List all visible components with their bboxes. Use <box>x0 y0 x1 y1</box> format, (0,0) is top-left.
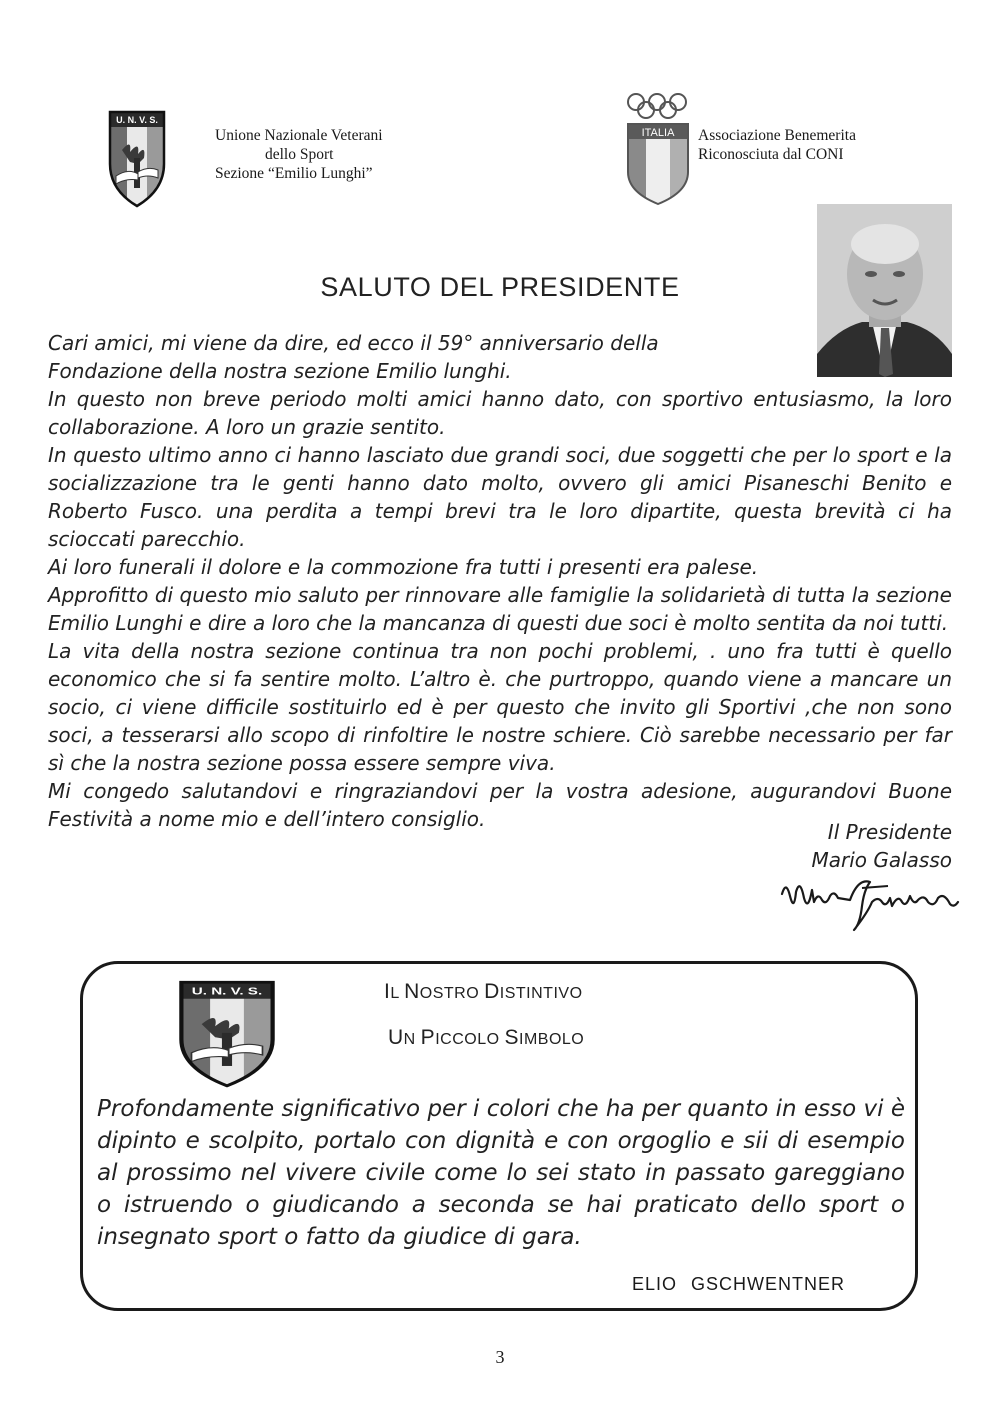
org-left-text <box>215 126 415 183</box>
body-paragraph: In questo ultimo anno ci hanno lasciato due grandi soci, due soggetti che per lo sport e la socializzazione tra le genti hanno dato molto, ovvero gli amici Pisaneschi Benito e Roberto Fusco. una perdita a tempi brevi tra le loro dipartite, questa brevità ci ha scioccati parecchio. <box>48 443 952 551</box>
unvs-logo-box <box>178 980 276 1093</box>
org-right-text <box>698 126 918 164</box>
body-paragraph: In questo non breve periodo molti amici hanno dato, con sportivo entusiasmo, la loro collaborazione. A loro un grazie sentito. <box>48 387 952 439</box>
unvs-logo-box-text: U. N. V. S. <box>191 985 263 997</box>
signature-name: Mario Galasso <box>811 848 952 872</box>
unvs-logo <box>108 110 166 213</box>
box-title-2: UN PICCOLO SIMBOLO <box>388 1026 585 1049</box>
handwritten-signature <box>778 872 960 939</box>
signature-role: Il Presidente <box>827 820 952 844</box>
body-paragraph: Approfitto di questo mio saluto per rinnovare alle famiglie la solidarietà di tutta la sezione Emilio Lunghi e dire a loro che la mancanza di questi due soci è molto sentita da noi tutti. <box>48 583 952 635</box>
coni-logo <box>624 92 692 211</box>
org-left-line1: Unione Nazionale Veterani <box>215 127 383 144</box>
org-left-line3: Sezione “Emilio Lunghi” <box>215 165 373 182</box>
box-title-1: IL NOSTRO DISTINTIVO <box>384 980 583 1003</box>
org-right-line2: Riconosciuta dal CONI <box>698 146 844 163</box>
olympic-rings-icon <box>628 94 686 118</box>
letter-body <box>48 329 952 833</box>
page-title: SALUTO DEL PRESIDENTE <box>320 272 680 302</box>
org-left-line2: dello Sport <box>265 146 334 163</box>
italia-logo-text: ITALIA <box>641 127 675 139</box>
distintivo-text: Profondamente significativo per i colori che ha per quanto in esso vi è dipinto e scolpito, portalo con dignità e con orgoglio e sii di esempio al prossimo nel vivere civile come lo sei stato in passato gareggiano o istruendo o giudicando a seconda se hai praticato dello sport o insegnato sport o fatto da giudice di gara. <box>97 1096 905 1250</box>
distintivo-author: ELIO GSCHWENTNER <box>632 1274 846 1294</box>
body-paragraph: Mi congedo salutandovi e ringraziandovi per la vostra adesione, augurandovi Buone Festività a nome mio e dell’intero consiglio. <box>48 779 952 831</box>
org-right-line1: Associazione Benemerita <box>698 127 856 144</box>
unvs-logo-text: U. N. V. S. <box>116 115 158 125</box>
signature-block <box>811 818 952 874</box>
body-paragraph: Cari amici, mi viene da dire, ed ecco il 59° anniversario della Fondazione della nostra sezione Emilio lunghi. <box>48 331 659 383</box>
body-paragraph: La vita della nostra sezione continua tra non pochi problemi, . uno fra tutti è quello economico che si fa sentire molto. L’altro è. che purtroppo, quando viene a mancare un socio, ci viene difficile sostituirlo ed è per questo che invito gli Sportivi ,che non sono soci, a tesserarsi allo scopo di rinfoltire le nostre schiere. Ciò sarebbe necessario per far sì che la nostra sezione possa essere sempre viva. <box>48 639 952 775</box>
page-number: 3 <box>495 1347 505 1367</box>
body-paragraph: Ai loro funerali il dolore e la commozione fra tutti i presenti era palese. <box>48 555 759 579</box>
